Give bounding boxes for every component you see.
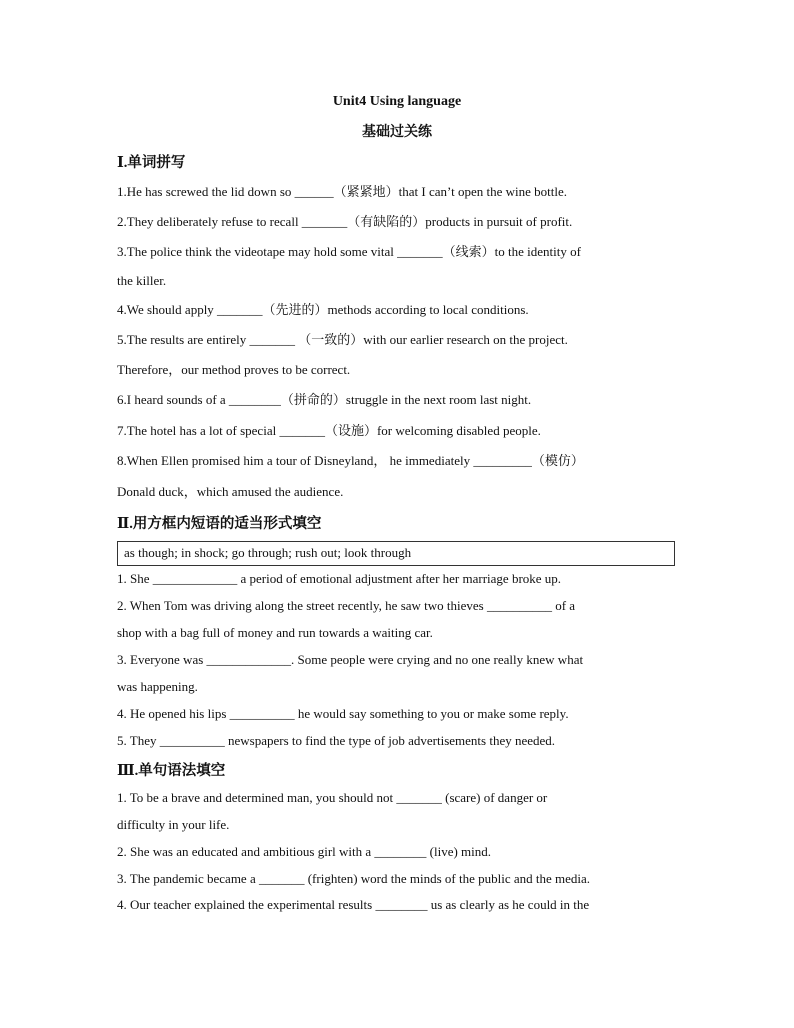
- exercise-line: 2.They deliberately refuse to recall _______（有缺陷的）products in pursuit of profit.: [117, 214, 573, 229]
- exercise-line: 5.The results are entirely _______ （一致的）with our earlier research on the project.: [117, 332, 568, 347]
- exercise-line: the killer.: [117, 273, 167, 288]
- exercise-line: 1. She _____________ a period of emotional adjustment after her marriage broke up.: [117, 571, 562, 586]
- exercise-line: 3. Everyone was _____________. Some people were crying and no one really knew what: [117, 652, 584, 667]
- exercise-line: was happening.: [117, 679, 198, 694]
- exercise-line: 8.When Ellen promised him a tour of Disneyland， he immediately _________（模仿）: [117, 453, 584, 468]
- exercise-line: 2. She was an educated and ambitious girl with a ________ (live) mind.: [117, 844, 492, 859]
- exercise-line: 1. To be a brave and determined man, you should not _______ (scare) of danger or: [117, 790, 548, 805]
- page-title: Unit4 Using language: [332, 94, 462, 109]
- exercise-line: Therefore，our method proves to be correct.: [117, 362, 351, 377]
- phrase-box-text: as though; in shock; go through; rush out; look through: [124, 545, 412, 560]
- exercise-line: 6.I heard sounds of a ________（拼命的）struggle in the next room last night.: [117, 392, 532, 407]
- section-heading-phrase-fill: Ⅱ.用方框内短语的适当形式填空: [117, 516, 322, 532]
- exercise-line: Donald duck，which amused the audience.: [117, 484, 344, 499]
- exercise-line: 4.We should apply _______（先进的）methods according to local conditions.: [117, 302, 529, 317]
- exercise-line: 2. When Tom was driving along the street recently, he saw two thieves __________ of a: [117, 598, 576, 613]
- exercise-line: 1.He has screwed the lid down so ______（紧紧地）that I can’t open the wine bottle.: [117, 184, 567, 199]
- exercise-line: difficulty in your life.: [117, 817, 230, 832]
- phrase-box: [117, 541, 675, 566]
- exercise-line: 7.The hotel has a lot of special _______（设施）for welcoming disabled people.: [117, 423, 541, 438]
- section-heading-word-spelling: Ⅰ.单词拼写: [117, 155, 186, 171]
- exercise-line: 4. He opened his lips __________ he would say something to you or make some reply.: [117, 706, 569, 721]
- exercise-line: 4. Our teacher explained the experimental results ________ us as clearly as he could in the: [117, 897, 590, 912]
- section-heading-grammar-fill: Ⅲ.单句语法填空: [117, 763, 226, 779]
- page-subtitle: 基础过关练: [362, 125, 432, 140]
- exercise-line: shop with a bag full of money and run towards a waiting car.: [117, 625, 433, 640]
- exercise-line: 3. The pandemic became a _______ (frighten) word the minds of the public and the media.: [117, 871, 591, 886]
- exercise-line: 3.The police think the videotape may hold some vital _______（线索）to the identity of: [117, 244, 581, 259]
- exercise-line: 5. They __________ newspapers to find the type of job advertisements they needed.: [117, 733, 556, 748]
